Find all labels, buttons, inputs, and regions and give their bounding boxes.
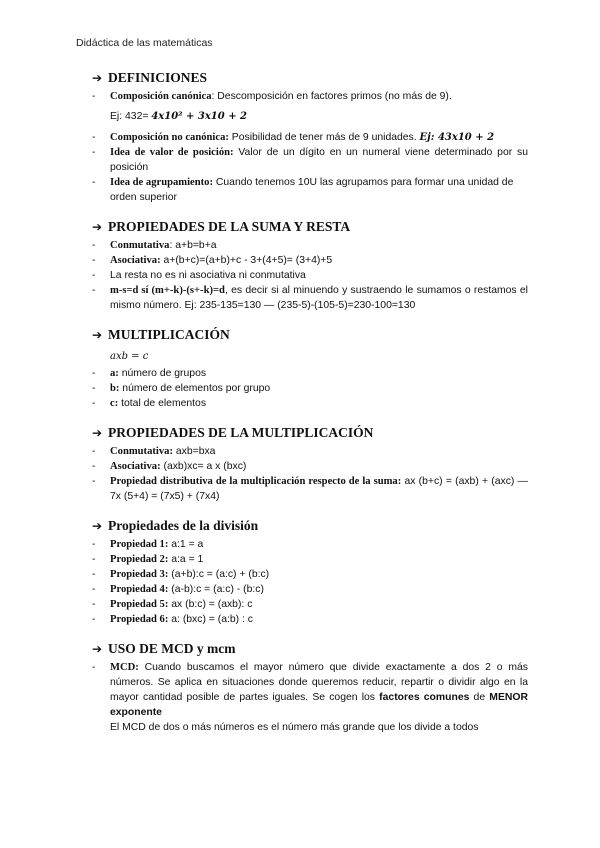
section-heading (92, 219, 528, 235)
arrow-icon: ➔ (92, 328, 103, 342)
heading-text: USO DE MCD y mcm (108, 641, 236, 656)
term: c: (110, 398, 119, 409)
item-text: a:a = 1 (168, 554, 204, 565)
formula: Ej: 43x10 + 2 (419, 132, 495, 143)
item-text: número de elementos por grupo (119, 383, 271, 394)
list-item (92, 381, 528, 396)
item-text: : Descomposición en factores primos (no más de 9). (211, 91, 452, 102)
section-suma-resta (92, 219, 528, 313)
example-formula: 4x10² + 3x10 + 2 (151, 111, 248, 122)
list-item (92, 582, 528, 597)
item-text: Cuando buscamos el mayor número que divide exactamente a dos 2 o más números. Se aplica en situaciones donde queremos reducir, repartir o dividir algo en la mayor cantidad posible de partes iguales. Se cogen los (110, 662, 528, 703)
section-mcd (92, 641, 528, 735)
page-header: Didáctica de las matemáticas (76, 37, 213, 49)
extra-line: El MCD de dos o más números es el número más grande que los divide a todos (110, 722, 479, 733)
section-heading (92, 70, 528, 86)
term: Propiedad 3: (110, 569, 169, 580)
term: Propiedad 1: (110, 539, 169, 550)
item-text: ax (b:c) = (axb): c (168, 599, 253, 610)
term: b: (110, 383, 120, 394)
list-item (92, 444, 528, 459)
item-text: de (469, 692, 490, 703)
section-heading (92, 518, 528, 534)
item-text: , es decir si al minuendo y sustraendo le sumamos o restamos el mismo número. Ej: 235-135=130 — (235-5)-(105-5)=230-100=130 (110, 285, 528, 311)
arrow-icon: ➔ (92, 519, 103, 533)
list-item (92, 175, 528, 205)
term: a: (110, 368, 119, 379)
heading-text: PROPIEDADES DE LA MULTIPLICACIÓN (108, 425, 374, 440)
list-item (92, 597, 528, 612)
item-text: (a+b):c = (a:c) + (b:c) (168, 569, 270, 580)
term: Propiedad 4: (110, 584, 169, 595)
list-item (92, 537, 528, 552)
term: MCD: (110, 662, 139, 673)
bold-text: MENOR exponente (110, 692, 528, 718)
term: Conmutativa (110, 240, 170, 251)
list-item (92, 89, 528, 104)
item-text: (a-b):c = (a:c) - (b:c) (168, 584, 264, 595)
item-text: a:1 = a (168, 539, 204, 550)
term: Composición no canónica: (110, 132, 229, 143)
formula: axb = c (110, 351, 149, 362)
item-text: total de elementos (118, 398, 207, 409)
item-text: número de grupos (118, 368, 207, 379)
item-text: ax (b+c) = (axb) + (axc) — 7x (5+4) = (7x5) + (7x4) (110, 476, 529, 502)
formula-line (92, 346, 528, 364)
section-definiciones (92, 70, 528, 205)
list-item (92, 130, 528, 145)
item-text: La resta no es ni asociativa ni conmutativa (110, 270, 306, 281)
arrow-icon: ➔ (92, 642, 103, 656)
heading-text: Propiedades de la división (108, 518, 259, 533)
list-item (92, 396, 528, 411)
list-item (92, 459, 528, 474)
list-item (92, 612, 528, 627)
section-prop-multiplicacion (92, 425, 528, 504)
item-text: Posibilidad de tener más de 9 unidades. (228, 132, 420, 143)
term: Propiedad 2: (110, 554, 169, 565)
list-item (92, 283, 528, 313)
term: Composición canónica (110, 91, 212, 102)
list-item (92, 238, 528, 253)
section-division (92, 518, 528, 627)
item-text: : a+b=b+a (169, 240, 217, 251)
list-item (92, 145, 528, 175)
section-heading (92, 425, 528, 441)
list-item (92, 253, 528, 268)
item-text: a: (bxc) = (a:b) : c (168, 614, 253, 625)
list-item (92, 567, 528, 582)
heading-text: DEFINICIONES (108, 70, 208, 85)
term: Conmutativa: (110, 446, 173, 457)
term: m-s=d sí (m+-k)-(s+-k)=d (110, 285, 225, 296)
example-line (92, 109, 528, 124)
arrow-icon: ➔ (92, 220, 103, 234)
item-text: axb=bxa (172, 446, 216, 457)
item-text: (axb)xc= a x (bxc) (160, 461, 247, 472)
term: Asociativa: (110, 461, 161, 472)
term: Propiedad 6: (110, 614, 169, 625)
list-item (92, 660, 528, 720)
term: Idea de agrupamiento: (110, 177, 213, 188)
section-heading (92, 327, 528, 343)
heading-text: PROPIEDADES DE LA SUMA Y RESTA (108, 219, 351, 234)
heading-text: MULTIPLICACIÓN (108, 327, 230, 342)
arrow-icon: ➔ (92, 426, 103, 440)
arrow-icon: ➔ (92, 71, 103, 85)
term: Propiedad 5: (110, 599, 169, 610)
section-multiplicacion (92, 327, 528, 411)
bold-text: factores comunes (379, 692, 470, 703)
list-item (92, 366, 528, 381)
section-heading (92, 641, 528, 657)
item-text: Cuando tenemos 10U las agrupamos para formar una unidad de orden superior (110, 177, 514, 203)
list-item (92, 552, 528, 567)
list-item (92, 268, 528, 283)
document-body (92, 70, 528, 749)
list-item (92, 474, 528, 504)
example-prefix: Ej: 432= (110, 111, 152, 122)
term: Asociativa: (110, 255, 161, 266)
term: Propiedad distributiva de la multiplicación respecto de la suma: (110, 476, 402, 487)
item-text: a+(b+c)=(a+b)+c - 3+(4+5)= (3+4)+5 (160, 255, 333, 266)
item-text: Valor de un dígito en un numeral viene determinado por su posición (110, 147, 528, 173)
term: Idea de valor de posición: (110, 147, 234, 158)
